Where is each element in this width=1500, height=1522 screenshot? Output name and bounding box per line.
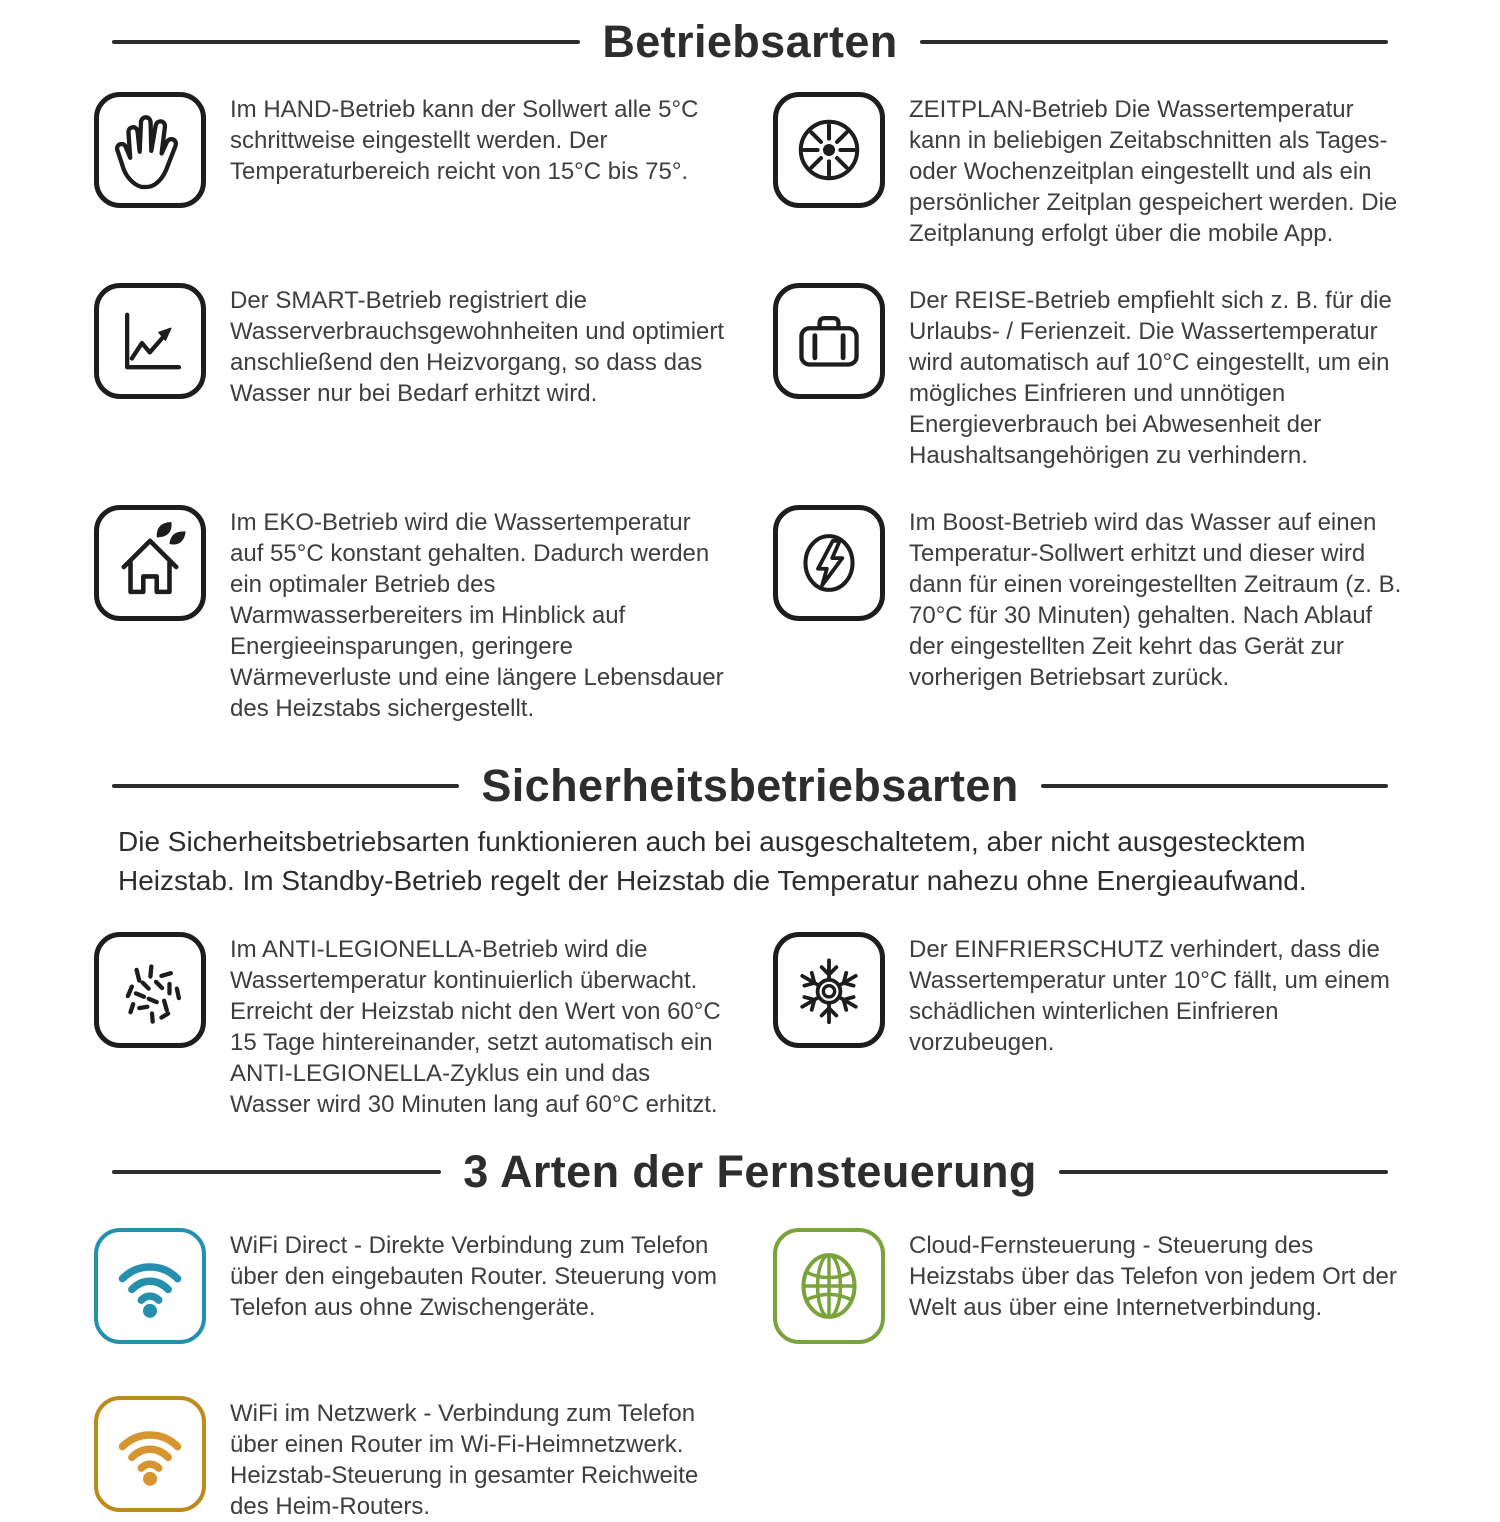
remote-text: WiFi Direct - Direkte Verbindung zum Telefon über den eingebauten Router. Steuerung vom Telefon aus ohne Zwischengeräte. (230, 1232, 718, 1321)
suitcase-icon (773, 283, 885, 399)
wifi-network-icon (94, 1396, 206, 1512)
safety-item-einfrierschutz (773, 932, 1406, 1120)
mode-item-zeitplan (773, 92, 1406, 249)
safety-text: Der EINFRIERSCHUTZ verhindert, dass die Wassertemperatur unter 10°C fällt, um einem schädlichen winterlichen Einfrieren vorzubeugen. (909, 936, 1390, 1056)
mode-text: ZEITPLAN-Betrieb Die Wassertemperatur kann in beliebigen Zeitabschnitten als Tages- oder Wochenzeitplan eingestellt und als ein persönlicher Zeitplan gespeichert werden. Die Zeitplanung erfolgt über die mobile App. (909, 96, 1398, 247)
bacteria-icon (94, 932, 206, 1048)
boost-lightning-icon (773, 505, 885, 621)
clock-icon (773, 92, 885, 208)
eco-house-icon (94, 505, 206, 621)
mode-text: Im HAND-Betrieb kann der Sollwert alle 5°C schrittweise eingestellt werden. Der Temperaturbereich reicht von 15°C bis 75°. (230, 96, 699, 185)
modes-grid (0, 92, 1500, 724)
remote-item-wifi-direct (94, 1228, 727, 1344)
section-header-sicherheit (0, 760, 1500, 812)
section-title: 3 Arten der Fernsteuerung (463, 1146, 1037, 1197)
safety-intro-text: Die Sicherheitsbetriebsarten funktionieren auch bei ausgeschaltetem, aber nicht ausgestecktem Heizstab. Im Standby-Betrieb regelt der Heizstab die Temperatur nahezu ohne Energieaufwand. (118, 826, 1307, 896)
header-rule-left (112, 1170, 441, 1174)
mode-item-smart (94, 283, 727, 471)
header-rule-right (920, 40, 1388, 44)
chart-icon (94, 283, 206, 399)
section-header-betriebsarten (0, 16, 1500, 68)
remote-grid (0, 1228, 1500, 1522)
remote-text: Cloud-Fernsteuerung - Steuerung des Heizstabs über das Telefon von jedem Ort der Welt aus über eine Internetverbindung. (909, 1232, 1397, 1321)
mode-item-hand (94, 92, 727, 249)
header-rule-right (1041, 784, 1388, 788)
mode-item-boost (773, 505, 1406, 724)
remote-text: WiFi im Netzwerk - Verbindung zum Telefon über einen Router im Wi-Fi-Heimnetzwerk. Heizstab-Steuerung in gesamter Reichweite des Heim-Routers. (230, 1400, 699, 1520)
header-rule-left (112, 784, 459, 788)
mode-item-eko (94, 505, 727, 724)
section-title: Sicherheitsbetriebsarten (481, 760, 1019, 811)
mode-text: Der SMART-Betrieb registriert die Wasserverbrauchsgewohnheiten und optimiert anschließend den Heizvorgang, so dass das Wasser nur bei Bedarf erhitzt wird. (230, 287, 725, 407)
remote-item-wifi-network (94, 1396, 727, 1522)
safety-item-anti-legionella (94, 932, 727, 1120)
mode-item-reise (773, 283, 1406, 471)
globe-icon (773, 1228, 885, 1344)
header-rule-right (1059, 1170, 1388, 1174)
wifi-direct-icon (94, 1228, 206, 1344)
section-header-fernsteuerung (0, 1146, 1500, 1198)
mode-text: Im EKO-Betrieb wird die Wassertemperatur auf 55°C konstant gehalten. Dadurch werden ein optimaler Betrieb des Warmwasserbereiters im Hinblick auf Energieeinsparungen, geringere Wärmeverluste und eine längere Lebensdauer des Heizstabs sichergestellt. (230, 509, 724, 722)
safety-grid (0, 932, 1500, 1120)
safety-text: Im ANTI-LEGIONELLA-Betrieb wird die Wassertemperatur kontinuierlich überwacht. Erreicht der Heizstab nicht den Wert von 60°C 15 Tage hintereinander, setzt automatisch ein ANTI-LEGIONELLA-Zyklus ein und das Wasser wird 30 Minuten lang auf 60°C erhitzt. (230, 936, 721, 1118)
remote-item-cloud (773, 1228, 1406, 1344)
mode-text: Der REISE-Betrieb empfiehlt sich z. B. für die Urlaubs- / Ferienzeit. Die Wassertemperatur wird automatisch auf 10°C eingestellt, um ein mögliches Einfrieren und unnötigen Energieverbrauch bei Abwesenheit der Haushaltsangehörigen zu verhindern. (909, 287, 1392, 469)
mode-text: Im Boost-Betrieb wird das Wasser auf einen Temperatur-Sollwert erhitzt und dieser wird dann für einen voreingestellten Zeitraum (z. B. 70°C für 30 Minuten) gehalten. Nach Ablauf der eingestellten Zeit kehrt das Gerät zur vorherigen Betriebsart zurück. (909, 509, 1402, 691)
snowflake-icon (773, 932, 885, 1048)
header-rule-left (112, 40, 580, 44)
hand-icon (94, 92, 206, 208)
section-title: Betriebsarten (602, 16, 898, 67)
